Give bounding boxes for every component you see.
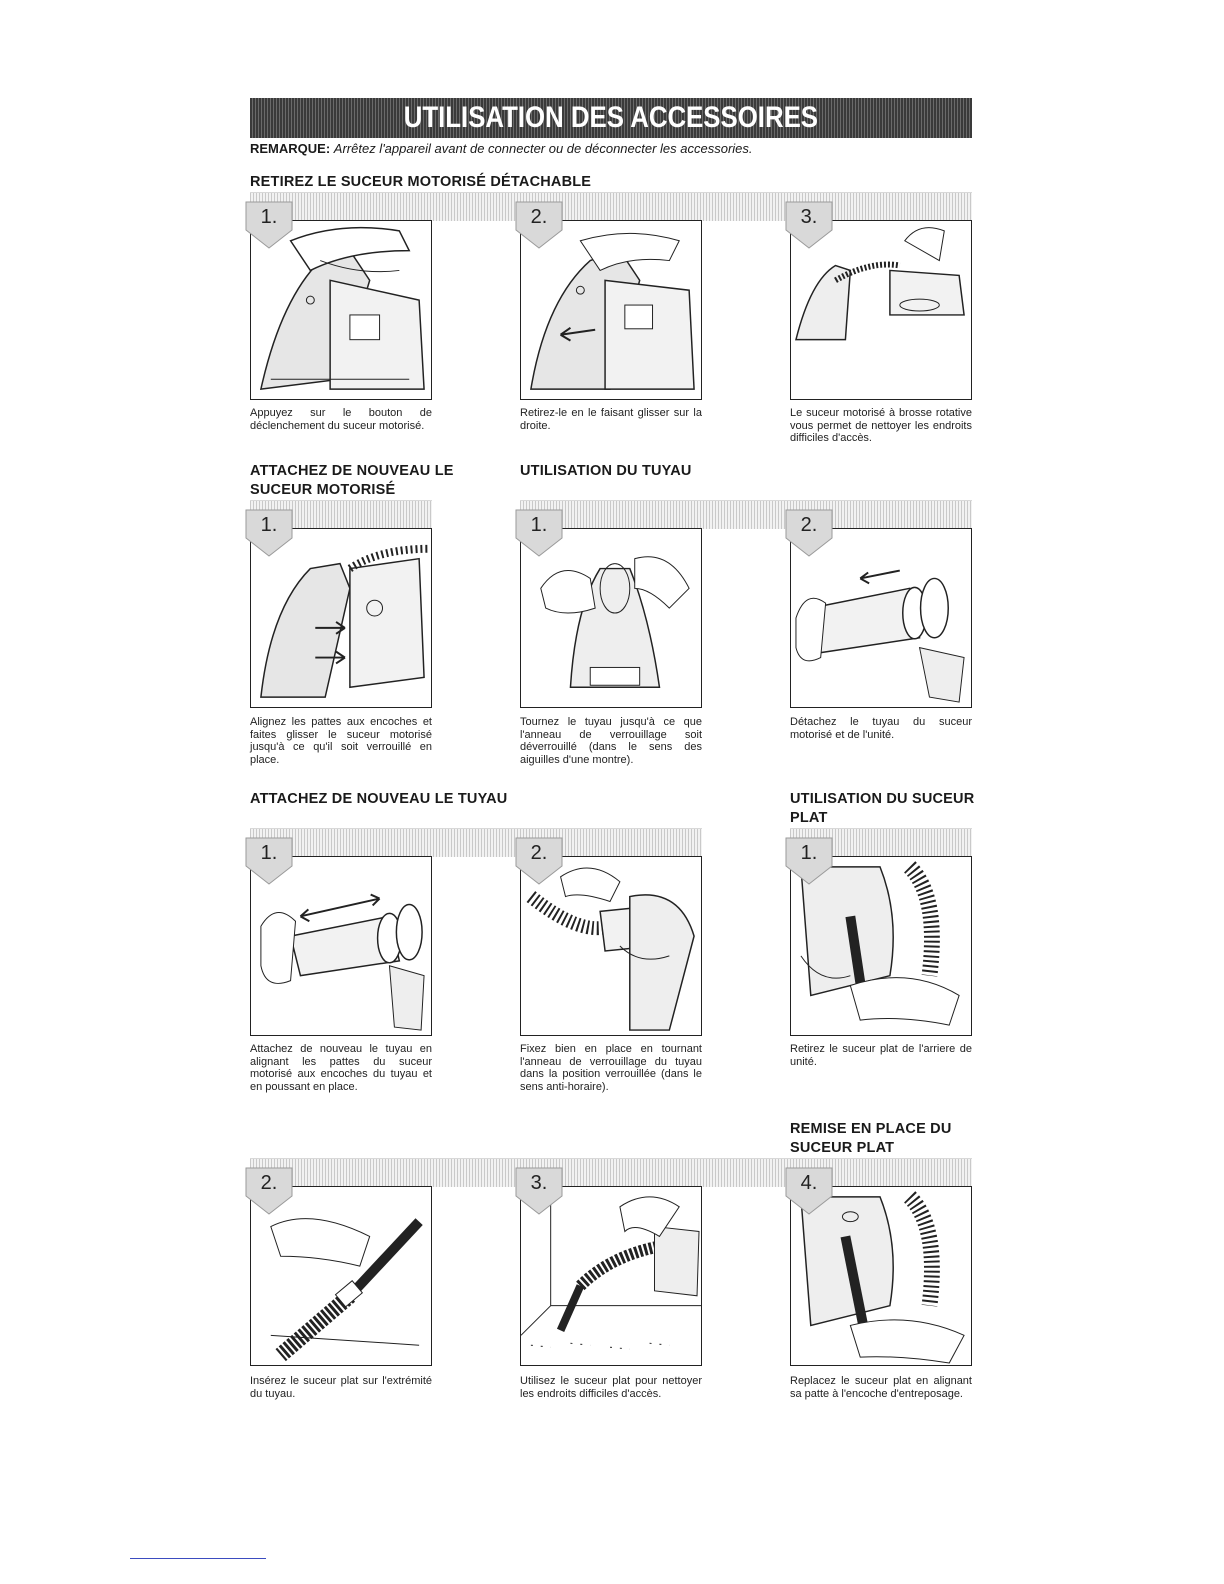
heading-reattach-motorized — [250, 462, 454, 500]
step-badge: 2. — [514, 836, 564, 886]
step-caption: Détachez le tuyau du suceur motorisé et de l'unité. — [790, 716, 972, 741]
step-badge: 1. — [514, 508, 564, 558]
step-badge: 1. — [784, 836, 834, 886]
step-badge: 2. — [784, 508, 834, 558]
step-band — [250, 1158, 972, 1187]
step-caption: Tournez le tuyau jusqu'à ce que l'anneau de verrouillage soit déverrouillé (dans le sens des aiguilles d'une montre). — [520, 716, 702, 766]
step-caption: Appuyez sur le bouton de déclenchement du suceur motorisé. — [250, 407, 432, 432]
step-caption: Alignez les pattes aux encoches et faites glisser le suceur motorisé jusqu'à ce qu'il soit verrouillé en place. — [250, 716, 432, 766]
step-band — [250, 828, 702, 857]
step-caption: Attachez de nouveau le tuyau en alignant les pattes du suceur motorisé aux encoches du tuyau et en poussant en place. — [250, 1043, 432, 1093]
remark-text: Arrêtez l'appareil avant de connecter ou de déconnecter les accessories. — [333, 141, 753, 156]
step-badge: 3. — [514, 1166, 564, 1216]
heading-crevice-replace — [790, 1120, 952, 1158]
heading-line: SUCEUR PLAT — [790, 1140, 895, 1156]
heading-reattach-hose: ATTACHEZ DE NOUVEAU LE TUYAU — [250, 791, 508, 807]
heading-line: UTILISATION DU SUCEUR — [790, 791, 975, 807]
step-caption: Le suceur motorisé à brosse rotative vous permet de nettoyer les endroits difficiles d'accès. — [790, 407, 972, 444]
heading-line: REMISE EN PLACE DU — [790, 1121, 952, 1137]
remark-note — [250, 141, 753, 156]
step-badge: 1. — [244, 836, 294, 886]
remark-label: REMARQUE: — [250, 141, 331, 156]
page-title: UTILISATION DES ACCESSOIRES — [403, 101, 819, 134]
title-banner — [250, 98, 972, 138]
step-badge: 2. — [514, 200, 564, 250]
footer-rule — [130, 1558, 266, 1559]
step-caption: Replacez le suceur plat en alignant sa patte à l'encoche d'entreposage. — [790, 1375, 972, 1400]
step-badge: 1. — [244, 200, 294, 250]
step-badge: 2. — [244, 1166, 294, 1216]
step-caption: Retirez le suceur plat de l'arriere de unité. — [790, 1043, 972, 1068]
heading-line: SUCEUR MOTORISÉ — [250, 482, 396, 498]
step-caption: Fixez bien en place en tournant l'anneau de verrouillage du tuyau dans la position verrouillée (dans le sens anti-horaire). — [520, 1043, 702, 1093]
heading-line: ATTACHEZ DE NOUVEAU LE — [250, 463, 454, 479]
step-badge: 1. — [244, 508, 294, 558]
heading-crevice-use — [790, 790, 974, 828]
step-caption: Insérez le suceur plat sur l'extrémité du tuyau. — [250, 1375, 432, 1400]
step-caption: Utilisez le suceur plat pour nettoyer les endroits difficiles d'accès. — [520, 1375, 702, 1400]
step-band — [520, 500, 972, 529]
step-badge: 4. — [784, 1166, 834, 1216]
step-caption: Retirez-le en le faisant glisser sur la droite. — [520, 407, 702, 432]
step-band — [250, 192, 972, 221]
heading-hose-use: UTILISATION DU TUYAU — [520, 463, 692, 479]
heading-line: PLAT — [790, 810, 828, 826]
heading-remove-motorized: RETIREZ LE SUCEUR MOTORISÉ DÉTACHABLE — [250, 174, 592, 190]
step-badge: 3. — [784, 200, 834, 250]
